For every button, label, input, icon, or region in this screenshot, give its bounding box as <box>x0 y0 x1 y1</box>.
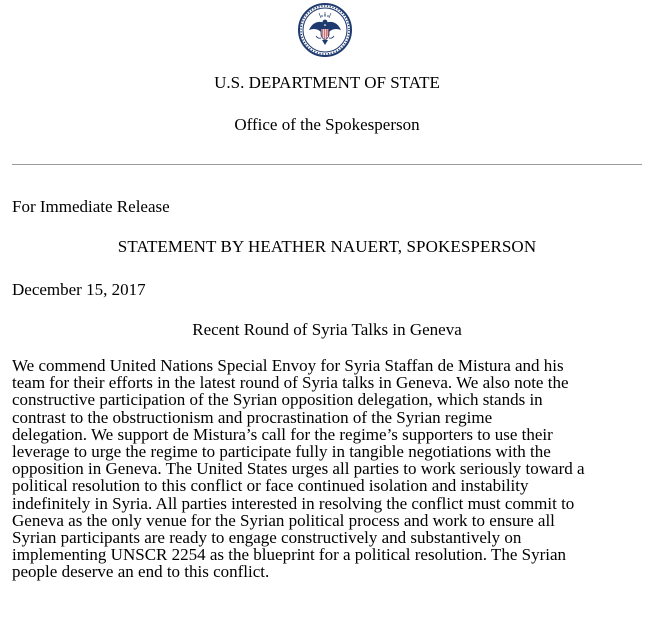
body-line: delegation. We support de Mistura’s call for the regime’s supporters to use their <box>12 424 553 444</box>
body-line: Geneva as the only venue for the Syrian political process and work to ensure all <box>12 510 555 530</box>
body-line: people deserve an end to this conflict. <box>12 562 270 582</box>
body-line: opposition in Geneva. The United States urges all parties to work seriously toward a <box>12 459 585 479</box>
body-line: political resolution to this conflict or face continued isolation and instability <box>12 476 529 496</box>
statement-title: STATEMENT BY HEATHER NAUERT, SPOKESPERSON <box>117 237 537 256</box>
office-title: Office of the Spokesperson <box>234 115 420 134</box>
body-line: constructive participation of the Syrian opposition delegation, which stands in <box>12 390 543 410</box>
statement-body <box>12 357 648 581</box>
header-divider <box>12 164 642 165</box>
body-line: contrast to the obstructionism and procrastination of the Syrian regime <box>12 407 493 427</box>
body-line: team for their efforts in the latest round of Syria talks in Geneva. We also note the <box>12 373 569 393</box>
release-label: For Immediate Release <box>12 197 170 216</box>
release-date: December 15, 2017 <box>12 280 146 299</box>
body-line: implementing UNSCR 2254 as the blueprint for a political resolution. The Syrian <box>12 545 566 565</box>
statement-subject: Recent Round of Syria Talks in Geneva <box>192 320 462 339</box>
body-line: Syrian participants are ready to engage constructively and substantively on <box>12 528 522 548</box>
department-of-state-seal-icon <box>298 3 352 57</box>
body-line: indefinitely in Syria. All parties interested in resolving the conflict must commit to <box>12 493 575 513</box>
department-title: U.S. DEPARTMENT OF STATE <box>214 73 440 92</box>
body-line: We commend United Nations Special Envoy for Syria Staffan de Mistura and his <box>12 356 564 375</box>
body-line: leverage to urge the regime to participate fully in tangible negotiations with the <box>12 442 551 462</box>
